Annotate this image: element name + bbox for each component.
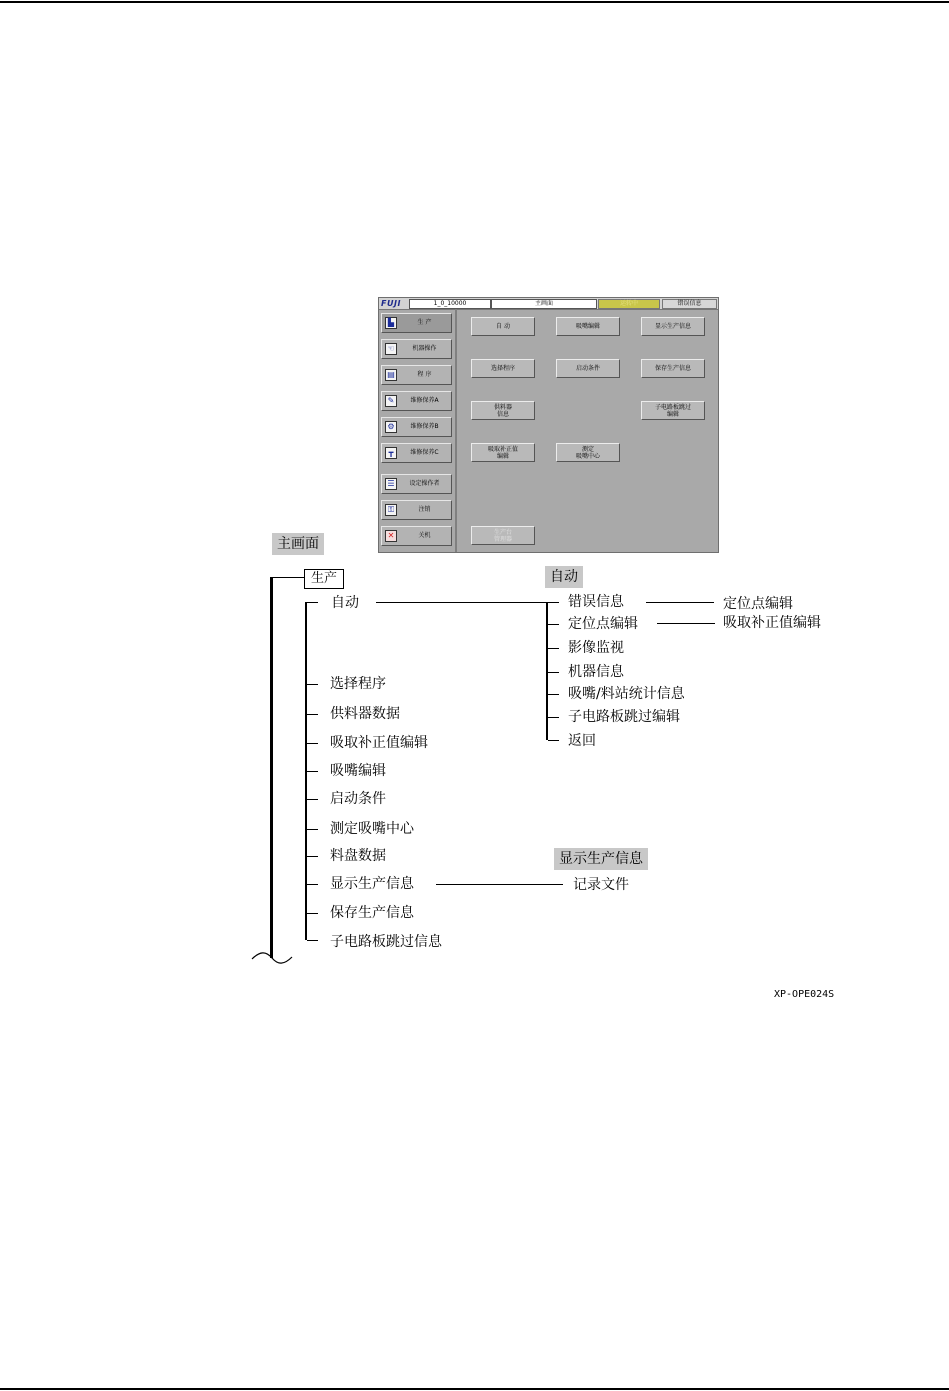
sidebar-item-label: 维修保养A [410, 397, 439, 404]
sidebar-item-maintenance-c[interactable] [381, 443, 452, 463]
sidebar-item-maintenance-b[interactable] [381, 417, 452, 437]
sidebar-item-label: 关机 [418, 532, 431, 539]
break-wave [250, 951, 294, 965]
tick [548, 648, 559, 649]
disk-icon: ▤ [385, 369, 397, 381]
top-rule [0, 1, 949, 3]
sidebar-item-set-operator[interactable] [381, 474, 452, 494]
tick [307, 684, 318, 685]
tick [307, 602, 318, 603]
station-manager-button[interactable]: 生产台 管理器 [471, 526, 535, 545]
save-production-info-button[interactable]: 保存生产信息 [641, 359, 705, 378]
trunk-top-connector [270, 577, 304, 578]
auto-node: 影像监视 [568, 640, 624, 656]
tick [307, 829, 318, 830]
production-icon: ▙ [385, 317, 397, 329]
sidebar-item-label: 生 产 [417, 319, 432, 326]
wrench-icon: ✎ [385, 395, 397, 407]
auto-node: 吸嘴/料站统计信息 [568, 686, 685, 702]
record-file-node: 记录文件 [573, 877, 629, 893]
auto-header: 自动 [545, 566, 583, 588]
auto-node: 定位点编辑 [568, 616, 638, 632]
display-production-info-button[interactable]: 显示生产信息 [641, 317, 705, 336]
tick [307, 714, 318, 715]
auto-node: 子电路板跳过编辑 [568, 709, 680, 725]
tree-node: 吸嘴编辑 [330, 763, 386, 779]
sidebar-item-label: 注销 [418, 506, 431, 513]
start-condition-button[interactable]: 启动条件 [556, 359, 620, 378]
gears-icon: ⚙ [385, 421, 397, 433]
tick [548, 672, 559, 673]
tree-node: 显示生产信息 [330, 876, 414, 892]
auto-node: 自动 [331, 595, 359, 611]
tree-node: 选择程序 [330, 676, 386, 692]
select-program-button[interactable]: 选择程序 [471, 359, 535, 378]
tick [307, 771, 318, 772]
tick [307, 940, 318, 941]
tree-node: 料盘数据 [330, 848, 386, 864]
tree-node: 供料器数据 [330, 706, 400, 722]
auto-node: 返回 [568, 733, 596, 749]
sidebar [379, 309, 457, 552]
error-info-button[interactable]: 错误信息 [662, 299, 717, 309]
measure-nozzle-center-button[interactable]: 测定 吸嘴中心 [556, 443, 620, 462]
figure-code: XP-OPE024S [774, 989, 835, 1000]
sidebar-item-machine-operation[interactable] [381, 339, 452, 359]
auto-connector [376, 602, 546, 603]
position-edit-node: 定位点编辑 [723, 596, 793, 612]
hand-icon: ☜ [385, 343, 397, 355]
tool-icon: ┳ [385, 447, 397, 459]
pickup-correction-node: 吸取补正值编辑 [723, 615, 821, 631]
key-icon: ⚿ [385, 504, 397, 516]
sidebar-item-logout[interactable] [381, 500, 452, 520]
main-screen-header: 主画面 [272, 533, 324, 555]
tick [307, 856, 318, 857]
auto-node: 错误信息 [568, 594, 624, 610]
sidebar-item-production[interactable] [381, 313, 452, 333]
bottom-rule [0, 1388, 949, 1390]
tick [307, 884, 318, 885]
sidebar-item-label: 维修保养B [410, 423, 439, 430]
tree-node: 启动条件 [330, 791, 386, 807]
trunk-line [270, 577, 273, 958]
sidebar-item-maintenance-a[interactable] [381, 391, 452, 411]
machine-main-screen [378, 297, 719, 553]
pickup-correction-edit-button[interactable]: 吸取补正值 编辑 [471, 443, 535, 462]
auto-button[interactable]: 自 动 [471, 317, 535, 336]
tree-node: 子电路板跳过信息 [330, 934, 442, 950]
sidebar-item-program[interactable] [381, 365, 452, 385]
subboard-skip-edit-button[interactable]: 子电路板跳过 编辑 [641, 401, 705, 420]
tree-node: 吸取补正值编辑 [330, 735, 428, 751]
status-indicator: 运转中 [598, 299, 660, 309]
tick [307, 799, 318, 800]
fuji-logo: FUJI [381, 299, 401, 308]
tick [548, 602, 559, 603]
nozzle-edit-button[interactable]: 吸嘴编辑 [556, 317, 620, 336]
position-edit-connector [657, 623, 715, 624]
operator-icon: ☰ [385, 478, 397, 490]
sidebar-item-label: 维修保养C [410, 449, 439, 456]
tick [548, 740, 559, 741]
close-icon: ✕ [385, 530, 397, 542]
auto-branch-line [546, 602, 548, 740]
program-field: 1_0_10000 [409, 299, 491, 309]
tick [548, 717, 559, 718]
display-info-header: 显示生产信息 [554, 848, 648, 870]
display-info-connector [436, 884, 563, 885]
sidebar-item-label: 设定操作者 [409, 480, 440, 487]
tick [307, 743, 318, 744]
auto-node: 机器信息 [568, 664, 624, 680]
sidebar-item-label: 机器操作 [412, 345, 437, 352]
tree-node: 测定吸嘴中心 [330, 821, 414, 837]
feeder-info-button[interactable]: 供料器 信息 [471, 401, 535, 420]
tree-node: 保存生产信息 [330, 905, 414, 921]
tick [548, 624, 559, 625]
tick [548, 694, 559, 695]
sidebar-item-label: 程 序 [417, 371, 432, 378]
production-node: 生产 [304, 569, 344, 589]
tick [307, 913, 318, 914]
error-info-connector [646, 602, 714, 603]
sidebar-item-shutdown[interactable] [381, 526, 452, 546]
screen-name-field: 主画面 [491, 299, 597, 309]
